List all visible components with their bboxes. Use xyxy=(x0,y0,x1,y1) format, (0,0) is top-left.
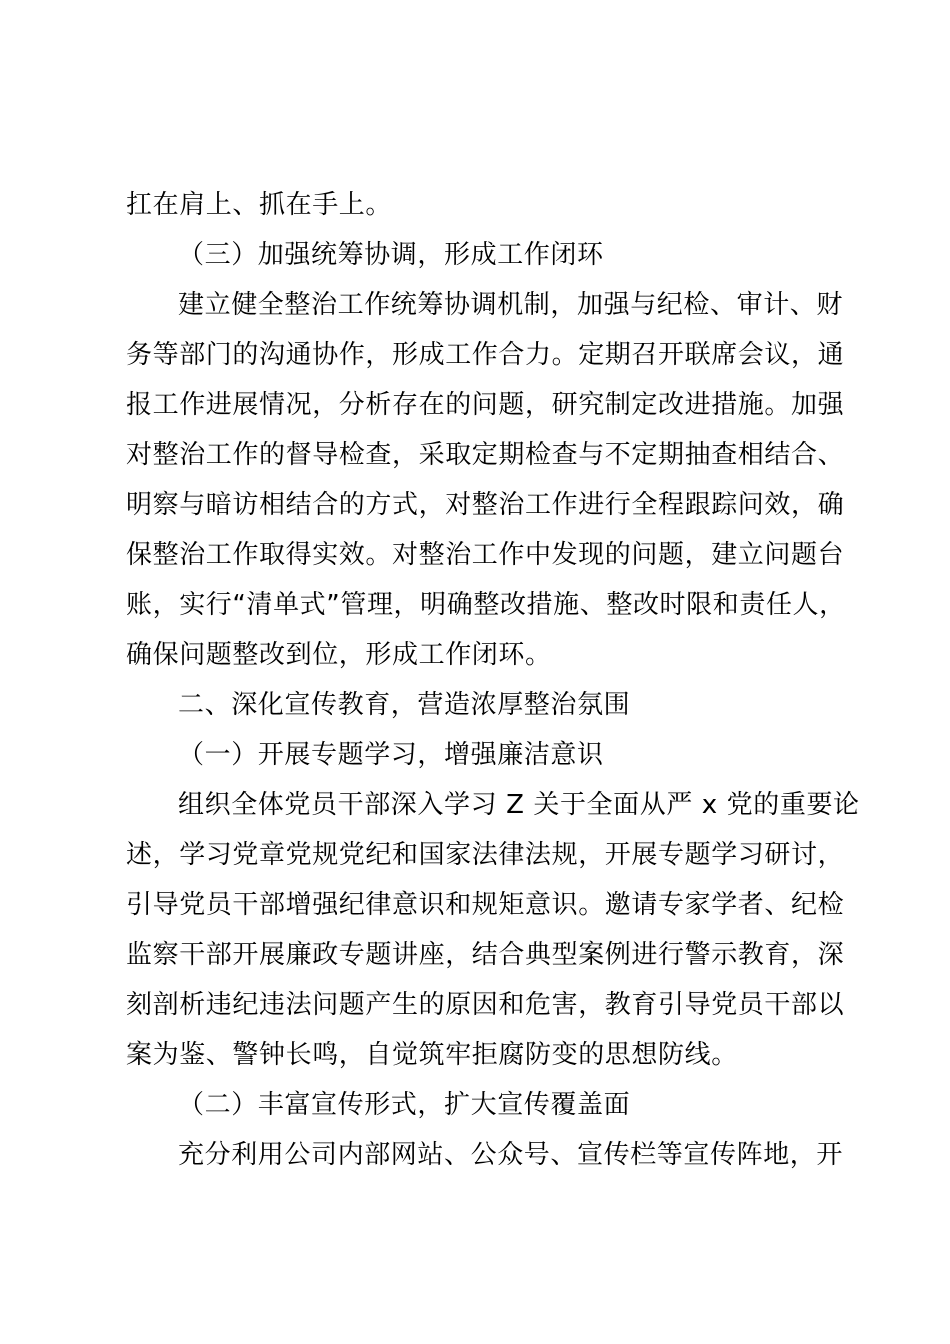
paragraph-line: 监察干部开展廉政专题讲座，结合典型案例进行警示教育，深 xyxy=(126,940,845,970)
paragraph-line: 报工作进展情况，分析存在的问题，研究制定改进措施。加强 xyxy=(126,390,845,420)
paragraph-line: 保整治工作取得实效。对整治工作中发现的问题，建立问题台 xyxy=(126,540,845,570)
paragraph-line: 案为鉴、警钟长鸣，自觉筑牢拒腐防变的思想防线。 xyxy=(126,1040,738,1070)
paragraph-line: 对整治工作的督导检查，采取定期检查与不定期抽查相结合、 xyxy=(126,440,845,470)
paragraph-line: 建立健全整治工作统筹协调机制，加强与纪检、审计、财 xyxy=(178,290,844,320)
paragraph-line: 充分利用公司内部网站、公众号、宣传栏等宣传阵地，开 xyxy=(178,1140,844,1170)
paragraph-line: 引导党员干部增强纪律意识和规矩意识。邀请专家学者、纪检 xyxy=(126,890,845,920)
paragraph-line: 务等部门的沟通协作，形成工作合力。定期召开联席会议，通 xyxy=(126,340,845,370)
paragraph-line: 确保问题整改到位，形成工作闭环。 xyxy=(126,640,552,670)
paragraph-line: 账，实行“清单式”管理，明确整改措施、整改时限和责任人， xyxy=(126,590,846,620)
paragraph-line: 组织全体党员干部深入学习 Z 关于全面从严 x 党的重要论 xyxy=(178,790,860,820)
chapter-heading: 二、深化宣传教育，营造浓厚整治氛围 xyxy=(178,690,631,720)
paragraph-line: 述，学习党章党规党纪和国家法律法规，开展专题学习研讨， xyxy=(126,840,845,870)
section-heading: （一）开展专题学习，增强廉洁意识 xyxy=(178,740,604,770)
paragraph-line: 刻剖析违纪违法问题产生的原因和危害，教育引导党员干部以 xyxy=(126,990,845,1020)
text-line: 扛在肩上、抓在手上。 xyxy=(126,190,393,220)
section-heading: （三）加强统筹协调，形成工作闭环 xyxy=(178,240,604,270)
paragraph-line: 明察与暗访相结合的方式，对整治工作进行全程跟踪问效，确 xyxy=(126,490,845,520)
section-heading: （二）丰富宣传形式，扩大宣传覆盖面 xyxy=(178,1090,631,1120)
